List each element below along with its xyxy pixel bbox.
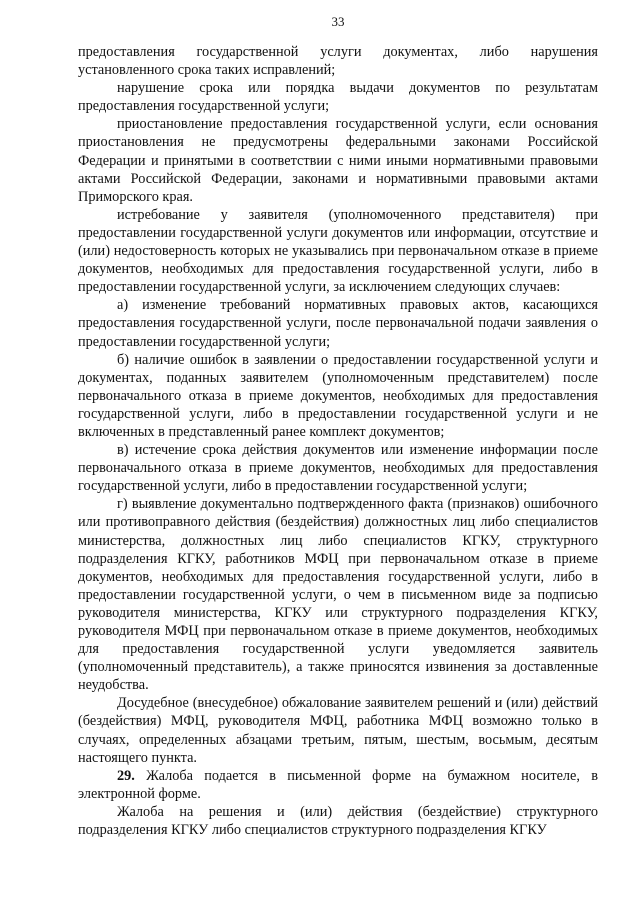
paragraph-9: Досудебное (внесудебное) обжалование заявителем решений и (или) действий (бездействия) МФЦ, руководителя МФЦ, работника МФЦ возможно только в случаях, определенных абзацами третьим, пятым, шестым, восьмым, десятым настоящего пункта. [78, 695, 598, 766]
paragraph-1: предоставления государственной услуги документах, либо нарушения установленного срока таких исправлений; [78, 44, 598, 79]
clause-number: 29. [117, 767, 135, 784]
paragraph-10 [78, 767, 598, 803]
paragraph-7: в) истечение срока действия документов или изменение информации после первоначального отказа в приеме документов, необходимых для предоставления государственной услуги, либо в предоставлении государственной услуги; [78, 442, 598, 495]
paragraph-11: Жалоба на решения и (или) действия (бездействие) структурного подразделения КГКУ либо специалистов структурного подразделения КГКУ [78, 803, 598, 839]
paragraph-2: нарушение срока или порядка выдачи документов по результатам предоставления государственной услуги; [78, 80, 598, 115]
page-number: 33 [331, 14, 345, 29]
paragraph-4: истребование у заявителя (уполномоченного представителя) при предоставлении государственной услуги документов или информации, отсутствие и (или) недостоверность которых не указывались при первоначальном отказе в приеме документов, необходимых для предоставления государственной услуги, либо в предоставлении государственной услуги, за исключением следующих случаев: [78, 206, 598, 296]
clause-text: Жалоба подается в письменной форме на бумажном носителе, в электронной форме. [78, 767, 598, 802]
paragraph-8: г) выявление документально подтвержденного факта (признаков) ошибочного или противоправного действия (бездействия) должностных лиц либо специалистов министерства, должностных лиц либо специалистов КГКУ, структурного подразделения КГКУ, работников МФЦ при первоначальном отказе в приеме документов, необходимых для предоставления государственной услуги, либо в предоставлении государственной услуги, о чем в письменном виде за подписью руководителя министерства, КГКУ или структурного подразделения КГКУ, руководителя МФЦ при первоначальном отказе в приеме документов, необходимых для предоставления государственной услуги уведомляется заявитель (уполномоченный представитель), а также приносятся извинения за доставленные неудобства. [78, 496, 598, 694]
paragraph-3: приостановление предоставления государственной услуги, если основания приостановления не предусмотрены федеральными законами Российской Федерации и принятыми в соответствии с ними иными нормативными правовыми актами Российской Федерации, законами и нормативными правовыми актами Приморского края. [78, 116, 598, 205]
paragraph-5: а) изменение требований нормативных правовых актов, касающихся предоставления государственной услуги, после первоначальной подачи заявления о предоставлении государственной услуги; [78, 297, 598, 350]
paragraph-6: б) наличие ошибок в заявлении о предоставлении государственной услуги и документах, поданных заявителем (уполномоченным представителем) после первоначального отказа в приеме документов, необходимых для предоставления государственной услуги, либо в предоставлении государственной услуги и не включенных в представленный ранее комплект документов; [78, 351, 598, 440]
